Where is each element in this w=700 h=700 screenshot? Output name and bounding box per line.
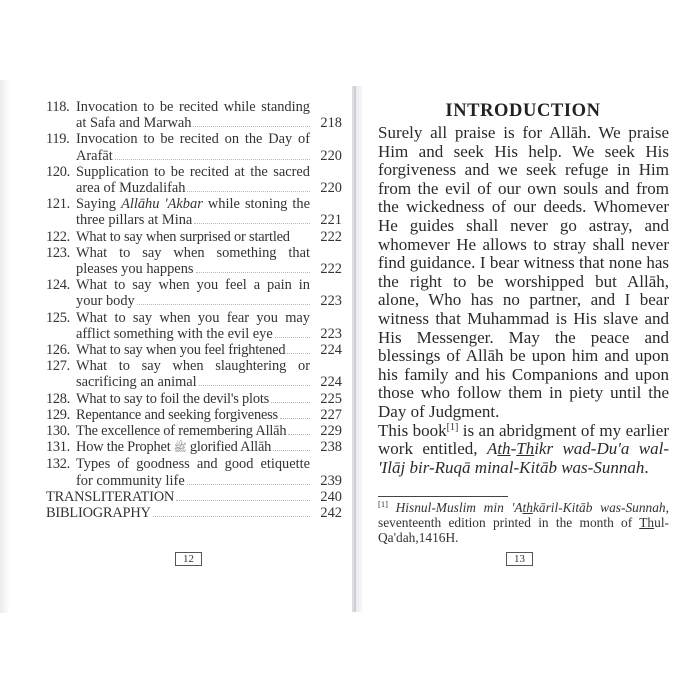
toc-entry[interactable]: [46, 164, 342, 196]
toc-title: [76, 196, 342, 212]
toc-number: 129.: [46, 406, 70, 423]
introduction-body: [378, 124, 669, 477]
toc-entry[interactable]: [46, 391, 342, 407]
table-of-contents: [46, 99, 342, 521]
page-number-right: 13: [506, 552, 533, 566]
toc-page: 242: [320, 505, 342, 522]
toc-title-cont: your body: [76, 293, 135, 310]
toc-page: 227: [320, 406, 342, 423]
toc-entry[interactable]: [46, 229, 342, 245]
toc-title-cont: area of Muzdalifah: [76, 180, 186, 197]
spine-crease: [354, 86, 356, 612]
toc-number: 130.: [46, 423, 70, 440]
toc-number: 126.: [46, 342, 70, 359]
toc-title: What to say when something that: [76, 244, 310, 261]
leader-dots: [187, 483, 310, 485]
toc-entry[interactable]: [46, 456, 342, 488]
toc-title: The excellence of remembering Allāh: [76, 423, 287, 440]
toc-title: What to say when surprised or startled: [76, 228, 290, 245]
leader-dots: [273, 449, 310, 451]
page-edge-shadow: [0, 80, 10, 613]
toc-number: 121.: [46, 196, 70, 213]
toc-number: 128.: [46, 390, 70, 407]
text: Th: [639, 515, 655, 531]
text: is an abridgment of my earlier work entitled,: [378, 420, 669, 459]
toc-entry[interactable]: [46, 423, 342, 439]
toc-entry[interactable]: [46, 342, 342, 358]
book-title: Ath-Thikr wad-Du'a wal-'Ilāj bir-Ruqā minal-Kitāb was-Sunnah: [378, 439, 669, 477]
toc-number: 118.: [46, 99, 70, 115]
footnote: [378, 500, 669, 546]
toc-number: 119.: [46, 131, 70, 148]
toc-entry[interactable]: [46, 196, 342, 228]
leader-dots: [288, 433, 310, 435]
toc-page: 222: [320, 228, 342, 245]
toc-entry[interactable]: [46, 407, 342, 423]
toc-number: 125.: [46, 309, 70, 326]
toc-title-part: while stoning the: [202, 196, 311, 213]
leader-dots: [292, 240, 310, 241]
toc-title-italic: Allāhu 'Akbar: [121, 196, 203, 213]
toc-page: 229: [320, 423, 342, 440]
paragraph: Surely all praise is for Allāh. We praise Him and seek His help. We seek His forgiveness and we seek refuge in Him from the evil of our own souls and from the wickedness of our deeds. Whomever He guides shall never go astray, and whomever He allows to stray shall never find guidance. I bear witness that none has the right to be worshipped but Allāh, alone, Who has no partner, and I bear witness that Muhammad is His slave and His Messenger. May the peace and blessings of Allāh be upon him and upon his family and his Companions and upon those who follow them in piety until the Day of Judgment.: [378, 123, 669, 421]
toc-page: 238: [320, 439, 342, 456]
text: ul-Qa'dah,1416H.: [378, 515, 669, 546]
toc-title: Invocation to be recited while standing: [76, 99, 310, 115]
toc-number: 123.: [46, 244, 70, 261]
section-title: INTRODUCTION: [445, 101, 601, 121]
footnote-marker: [1]: [378, 499, 388, 509]
toc-title: What to say to foil the devil's plots: [76, 390, 270, 407]
toc-page: 240: [320, 488, 342, 505]
toc-page: 223: [320, 325, 342, 342]
toc-title-part: Saying: [76, 196, 122, 213]
toc-title-cont: at Safa and Marwah: [76, 115, 192, 132]
salutation-ligature-icon: ﷺ: [173, 442, 187, 455]
toc-page: 224: [320, 342, 342, 359]
leader-dots: [187, 190, 310, 192]
toc-title: TRANSLITERATION: [46, 488, 175, 505]
footnote-book-title: Hisnul-Muslim min 'Athkāril-Kitāb was-Sunnah: [395, 500, 666, 515]
toc-title: Supplication to be recited at the sacred: [76, 163, 310, 180]
toc-number: 127.: [46, 358, 70, 375]
toc-title-cont: afflict something with the evil eye: [76, 325, 273, 342]
toc-number: 131.: [46, 439, 70, 456]
toc-title: What to say when you feel a pain in: [76, 277, 310, 294]
toc-title: What to say when you feel frightened: [76, 342, 286, 359]
toc-title-part: How the Prophet: [76, 439, 171, 456]
toc-title-cont: three pillars at Mina: [76, 212, 193, 229]
toc-entry[interactable]: [46, 131, 342, 163]
toc-page: 220: [320, 147, 342, 164]
toc-title-cont: sacrificing an animal: [76, 374, 197, 391]
toc-page: 224: [320, 374, 342, 391]
leader-dots: [196, 271, 311, 273]
text: , seventeenth edition printed in the month of: [378, 500, 669, 531]
toc-number: 124.: [46, 277, 70, 294]
toc-title-cont: for community life: [76, 472, 185, 489]
leader-dots: [287, 352, 310, 354]
text: This book: [378, 420, 447, 440]
footnote-reference[interactable]: [1]: [446, 421, 459, 433]
toc-page: 221: [320, 212, 342, 229]
toc-number: 132.: [46, 456, 70, 473]
text: .: [644, 457, 649, 477]
leader-dots: [176, 499, 310, 501]
leader-dots: [280, 417, 310, 419]
toc-page: 239: [320, 472, 342, 489]
toc-title: Repentance and seeking forgiveness: [76, 406, 278, 423]
leader-dots: [115, 158, 310, 160]
toc-number: 122.: [46, 228, 70, 245]
toc-title: Types of goodness and good etiquette: [76, 456, 310, 473]
leader-dots: [194, 222, 310, 224]
toc-entry[interactable]: [46, 439, 342, 456]
toc-entry[interactable]: [46, 310, 342, 342]
toc-title: Invocation to be recited on the Day of: [76, 131, 310, 148]
toc-page: 222: [320, 261, 342, 278]
toc-entry-bibliography[interactable]: [46, 505, 342, 521]
toc-title: BIBLIOGRAPHY: [46, 505, 151, 522]
toc-entry[interactable]: [46, 277, 342, 309]
toc-title: [76, 439, 271, 456]
paragraph: [378, 422, 669, 478]
leader-dots: [199, 384, 310, 386]
toc-page: 218: [320, 115, 342, 132]
toc-title-cont: pleases you happens: [76, 261, 194, 278]
toc-entry[interactable]: [46, 99, 342, 131]
toc-number: 120.: [46, 163, 70, 180]
toc-entry[interactable]: [46, 245, 342, 277]
page-number-left: 12: [175, 552, 202, 566]
toc-entry-transliteration[interactable]: [46, 489, 342, 505]
leader-dots: [153, 515, 310, 517]
toc-title: What to say when you fear you may: [76, 309, 310, 326]
toc-title: What to say when slaughtering or: [76, 358, 310, 375]
toc-page: 220: [320, 180, 342, 197]
leader-dots: [137, 303, 310, 305]
toc-title-part: glorified Allāh: [189, 439, 272, 456]
footnote-divider: [378, 496, 508, 497]
leader-dots: [275, 336, 310, 338]
toc-entry[interactable]: [46, 358, 342, 390]
toc-page: 223: [320, 293, 342, 310]
toc-title-cont: Arafāt: [76, 147, 113, 164]
leader-dots: [193, 125, 310, 127]
toc-page: 225: [320, 390, 342, 407]
leader-dots: [271, 401, 310, 403]
